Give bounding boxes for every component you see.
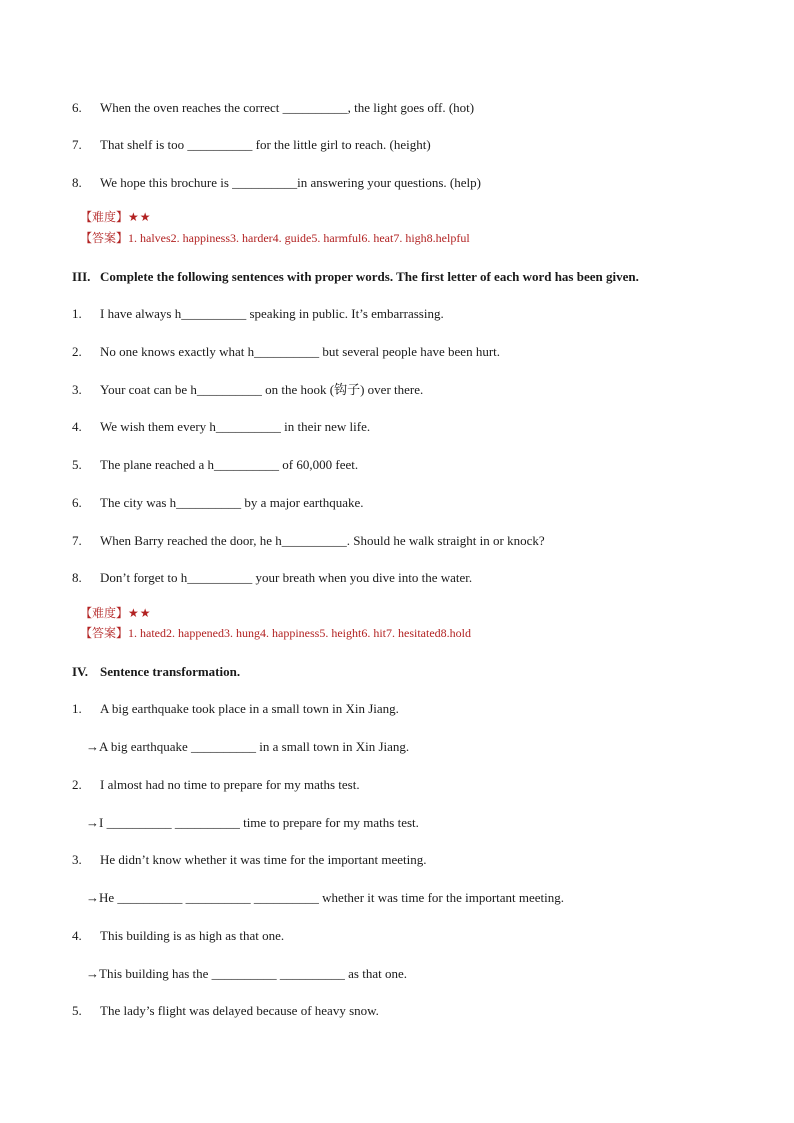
answer-item: 6. heat: [361, 231, 394, 245]
question-text: I almost had no time to prepare for my maths test.: [100, 777, 360, 792]
section-number: IV.: [72, 664, 89, 679]
question-number: 6.: [72, 495, 82, 510]
question-number: 5.: [72, 1003, 82, 1018]
question-text: When the oven reaches the correct __________, the light goes off. (hot): [100, 100, 475, 115]
question-number: 6.: [72, 100, 82, 115]
rewrite-line: →I __________ __________ time to prepare for my maths test.: [86, 815, 419, 830]
difficulty-line: [80, 604, 152, 621]
question-text: I have always h__________ speaking in public. It’s embarrassing.: [100, 306, 444, 321]
question-number: 4.: [72, 928, 82, 943]
answer-item: 1. hated: [128, 626, 167, 640]
question-text: The city was h__________ by a major earthquake.: [100, 495, 364, 510]
question-text: No one knows exactly what h__________ but several people have been hurt.: [100, 344, 501, 359]
question-text: When Barry reached the door, he h__________. Should he walk straight in or knock?: [100, 533, 545, 548]
answer-label: 【答案】: [80, 231, 129, 245]
rewrite-line: →A big earthquake __________ in a small town in Xin Jiang.: [86, 739, 410, 754]
question-text: This building is as high as that one.: [100, 928, 285, 943]
question-text: He didn’t know whether it was time for the important meeting.: [100, 852, 427, 867]
question-text: We wish them every h__________ in their new life.: [100, 419, 371, 434]
section-heading: [72, 664, 240, 680]
difficulty-label: 【难度】: [80, 606, 129, 620]
question-number: 8.: [72, 175, 82, 190]
answer-item: 4. guide: [272, 231, 312, 245]
section-number: III.: [72, 269, 91, 284]
answer-item: 8.hold: [440, 626, 471, 640]
answer-line: [80, 624, 471, 641]
answer-item: 5. height: [319, 626, 362, 640]
question-number: 7.: [72, 137, 82, 152]
difficulty-label: 【难度】: [80, 210, 129, 224]
answer-item: 7. high: [393, 231, 427, 245]
question-number: 2.: [72, 344, 82, 359]
difficulty-line: [80, 208, 152, 225]
answer-label: 【答案】: [80, 626, 129, 640]
answer-item: 5. harmful: [311, 231, 362, 245]
question-number: 1.: [72, 306, 82, 321]
answer-item: 3. hung: [224, 626, 260, 640]
answer-item: 1. halves: [128, 231, 171, 245]
answer-item: 7. hesitated: [386, 626, 441, 640]
rewrite-line: →He __________ __________ __________ whether it was time for the important meeting.: [86, 890, 565, 905]
answer-item: 2. happened: [166, 626, 224, 640]
answer-line: [80, 229, 470, 246]
question-text: A big earthquake took place in a small town in Xin Jiang.: [100, 701, 399, 716]
question-text: Don’t forget to h__________ your breath when you dive into the water.: [100, 570, 473, 585]
question-number: 3.: [72, 382, 82, 397]
question-number: 7.: [72, 533, 82, 548]
question-number: 2.: [72, 777, 82, 792]
answer-item: 4. happiness: [260, 626, 320, 640]
question-text: We hope this brochure is __________in answering your questions. (help): [100, 175, 481, 190]
question-text: The lady’s flight was delayed because of heavy snow.: [100, 1003, 379, 1018]
section-title: Sentence transformation.: [100, 664, 241, 679]
answer-item: 6. hit: [361, 626, 386, 640]
difficulty-stars: ★★: [128, 210, 152, 224]
question-number: 8.: [72, 570, 82, 585]
answer-item: 8.helpful: [426, 231, 470, 245]
difficulty-stars: ★★: [128, 606, 152, 620]
question-number: 3.: [72, 852, 82, 867]
question-text: The plane reached a h__________ of 60,000 feet.: [100, 457, 359, 472]
question-text: That shelf is too __________ for the little girl to reach. (height): [100, 137, 431, 152]
answer-item: 2. happiness: [170, 231, 230, 245]
section-heading: [72, 269, 639, 285]
question-number: 5.: [72, 457, 82, 472]
question-text: Your coat can be h__________ on the hook (钩子) over there.: [100, 382, 424, 397]
rewrite-line: →This building has the __________ __________ as that one.: [86, 966, 408, 981]
section-title: Complete the following sentences with proper words. The first letter of each word has been given.: [100, 269, 639, 284]
question-number: 4.: [72, 419, 82, 434]
answer-item: 3. harder: [230, 231, 273, 245]
question-number: 1.: [72, 701, 82, 716]
